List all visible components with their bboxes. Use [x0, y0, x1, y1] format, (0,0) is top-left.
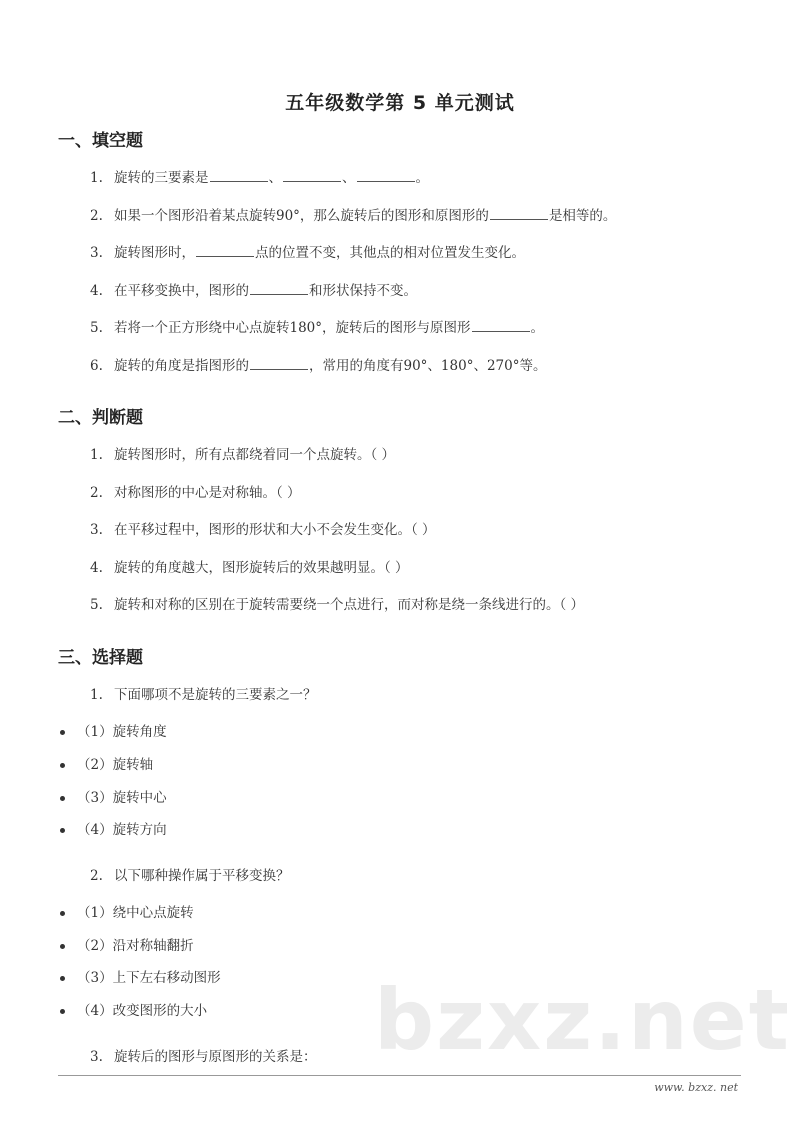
question-text: 点的位置不变，其他点的相对位置发生变化。	[255, 245, 525, 261]
answer-blank[interactable]	[490, 218, 548, 220]
answer-blank[interactable]	[250, 293, 308, 295]
choice-option[interactable]	[60, 753, 153, 773]
question-number: 5.	[90, 320, 103, 336]
true-false-question-2	[90, 481, 301, 501]
answer-blank[interactable]	[283, 180, 341, 182]
section-heading-true-false: 二、判断题	[58, 408, 143, 428]
choice-question-2	[90, 864, 290, 884]
question-text: 是相等的。	[548, 208, 617, 224]
bullet-icon	[60, 763, 65, 768]
option-label: （3）旋转中心	[77, 790, 167, 806]
answer-blank[interactable]	[357, 180, 415, 182]
question-text: 。	[415, 170, 429, 186]
question-text: 和形状保持不变。	[309, 283, 417, 299]
question-text: 旋转图形时，所有点都绕着同一个点旋转。（ ）	[114, 447, 396, 463]
footer-url: www. bzxz. net	[654, 1081, 738, 1094]
question-number: 1.	[90, 687, 103, 703]
question-number: 3.	[90, 245, 103, 261]
answer-blank[interactable]	[250, 368, 308, 370]
choice-question-3	[90, 1045, 317, 1065]
question-text: 旋转图形时，	[114, 245, 195, 261]
question-text: 在平移过程中，图形的形状和大小不会发生变化。（ ）	[114, 522, 436, 538]
question-text: 在平移变换中，图形的	[114, 283, 249, 299]
question-number: 1.	[90, 447, 103, 463]
question-text: ，常用的角度有90°、180°、270°等。	[309, 358, 547, 374]
document-title: 五年级数学第 5 单元测试	[285, 92, 515, 114]
true-false-question-4	[90, 556, 409, 576]
question-text: 下面哪项不是旋转的三要素之一？	[114, 687, 317, 703]
question-text: 旋转后的图形与原图形的关系是：	[114, 1049, 317, 1065]
question-text: 旋转的角度是指图形的	[114, 358, 249, 374]
bullet-icon	[60, 828, 65, 833]
bullet-icon	[60, 796, 65, 801]
answer-blank[interactable]	[196, 255, 254, 257]
question-text: 以下哪种操作属于平移变换？	[114, 868, 290, 884]
bullet-icon	[60, 1009, 65, 1014]
option-label: （4）改变图形的大小	[77, 1003, 208, 1019]
question-text: 。	[530, 320, 545, 336]
question-text: 旋转的角度越大，图形旋转后的效果越明显。（ ）	[114, 560, 409, 576]
choice-question-1	[90, 683, 317, 703]
question-number: 4.	[90, 560, 103, 576]
question-text: 旋转的三要素是	[114, 170, 209, 186]
question-number: 1.	[90, 170, 103, 186]
question-number: 3.	[90, 1049, 103, 1065]
question-number: 2.	[90, 868, 103, 884]
true-false-question-1	[90, 443, 395, 463]
fill-blank-question-3	[90, 241, 525, 261]
option-label: （4）旋转方向	[77, 822, 167, 838]
bullet-icon	[60, 911, 65, 916]
question-number: 6.	[90, 358, 103, 374]
true-false-question-5	[90, 593, 584, 613]
choice-option[interactable]	[60, 901, 194, 921]
bullet-icon	[60, 944, 65, 949]
choice-option[interactable]	[60, 818, 167, 838]
question-number: 2.	[90, 208, 103, 224]
answer-blank[interactable]	[472, 330, 530, 332]
watermark: bzxz.net	[374, 971, 791, 1069]
fill-blank-question-4	[90, 279, 417, 299]
answer-blank[interactable]	[210, 180, 268, 182]
question-number: 4.	[90, 283, 103, 299]
option-label: （2）沿对称轴翻折	[77, 938, 194, 954]
question-text: 旋转和对称的区别在于旋转需要绕一个点进行，而对称是绕一条线进行的。（ ）	[114, 597, 585, 613]
fill-blank-question-6	[90, 354, 546, 374]
choice-option[interactable]	[60, 966, 221, 986]
fill-blank-question-2	[90, 204, 616, 224]
choice-option[interactable]	[60, 786, 167, 806]
footer-divider	[58, 1075, 741, 1076]
question-text: 若将一个正方形绕中心点旋转180°，旋转后的图形与原图形	[114, 320, 471, 336]
bullet-icon	[60, 730, 65, 735]
option-label: （1）旋转角度	[77, 724, 167, 740]
choice-option[interactable]	[60, 720, 167, 740]
option-label: （3）上下左右移动图形	[77, 970, 221, 986]
fill-blank-question-1	[90, 166, 429, 186]
question-text: 对称图形的中心是对称轴。（ ）	[114, 485, 301, 501]
fill-blank-question-5	[90, 316, 544, 336]
choice-option[interactable]	[60, 999, 207, 1019]
option-label: （2）旋转轴	[77, 757, 154, 773]
bullet-icon	[60, 976, 65, 981]
section-heading-fill-blank: 一、填空题	[58, 131, 143, 151]
section-heading-multiple-choice: 三、选择题	[58, 648, 143, 668]
question-number: 5.	[90, 597, 103, 613]
question-text: 、	[268, 170, 282, 186]
question-text: 、	[342, 170, 356, 186]
question-number: 3.	[90, 522, 103, 538]
option-label: （1）绕中心点旋转	[77, 905, 194, 921]
true-false-question-3	[90, 518, 436, 538]
choice-option[interactable]	[60, 934, 194, 954]
question-number: 2.	[90, 485, 103, 501]
question-text: 如果一个图形沿着某点旋转90°，那么旋转后的图形和原图形的	[114, 208, 489, 224]
